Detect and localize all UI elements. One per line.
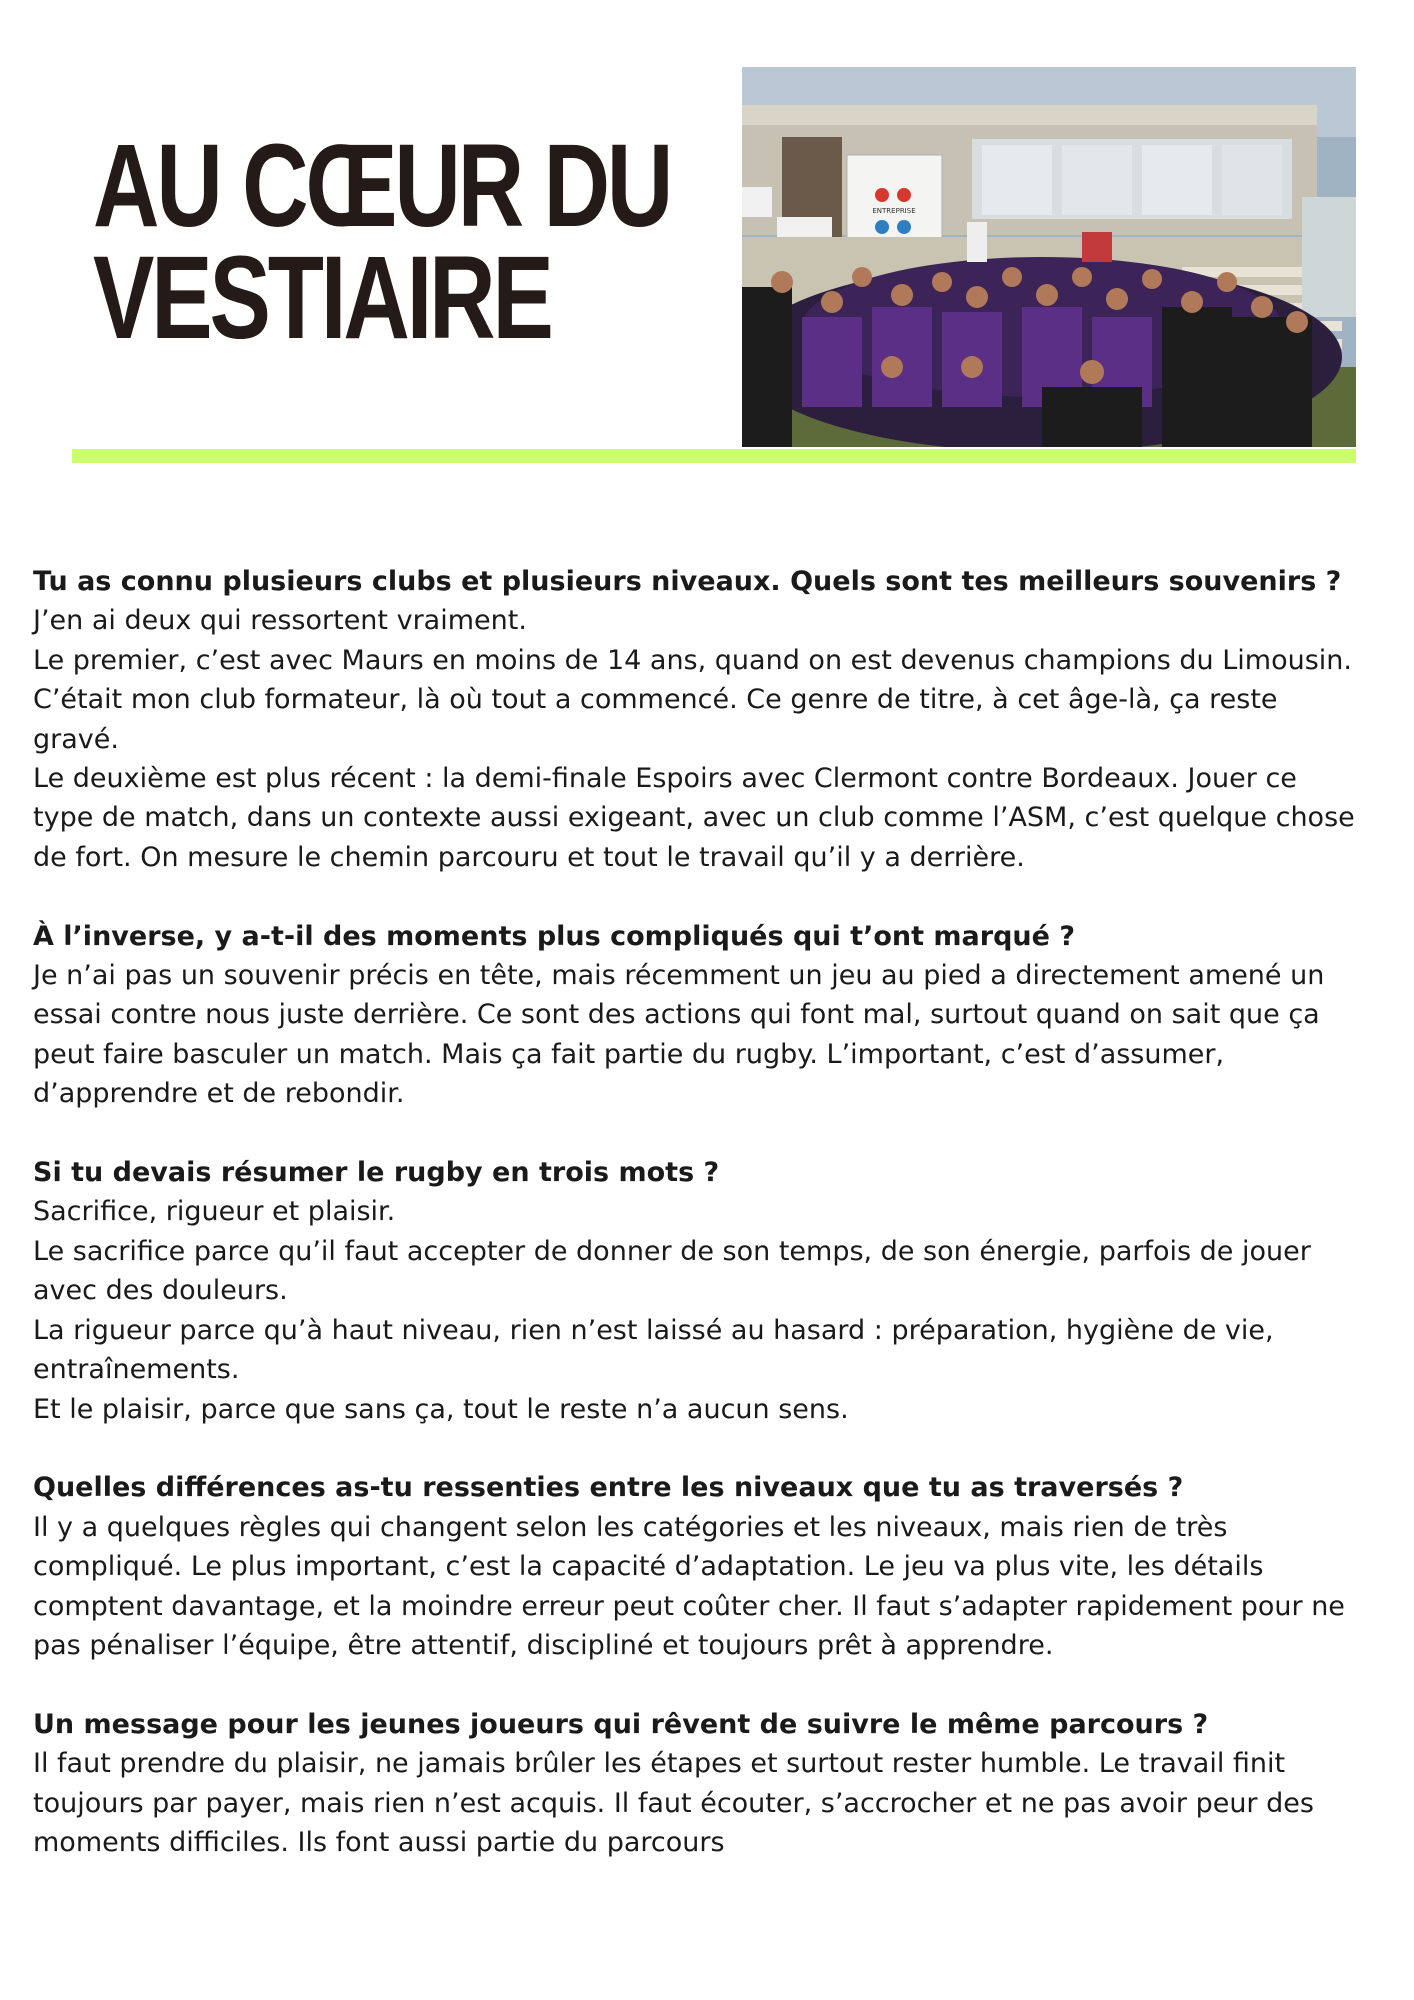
- team-photo-illustration: [742, 67, 1356, 447]
- qa-item: [33, 1153, 1363, 1429]
- photo-banner-text: ENTREPRISE: [872, 207, 916, 215]
- interview-answer: [33, 601, 1363, 877]
- answer-paragraph: Le deuxième est plus récent : la demi-finale Espoirs avec Clermont contre Bordeaux. Jouer ce type de match, dans un contexte aussi exigeant, avec un club comme l’ASM, c’est quelque chose de fort. On mesure le chemin parcouru et tout le travail qu’il y a derrière.: [33, 763, 1355, 873]
- page-title-line-1: AU CŒUR DU: [93, 120, 671, 252]
- answer-paragraph: J’en ai deux qui ressortent vraiment.: [33, 605, 527, 637]
- interview-answer: [33, 1508, 1363, 1666]
- qa-item: [33, 1705, 1363, 1863]
- answer-paragraph: Il faut prendre du plaisir, ne jamais brûler les étapes et surtout rester humble. Le travail finit toujours par payer, mais rien n’est acquis. Il faut écouter, s’accrocher et ne pas avoir peur des moments difficiles. Ils font aussi partie du parcours: [33, 1748, 1314, 1858]
- qa-item: [33, 917, 1363, 1114]
- interview-question: Quelles différences as-tu ressenties entre les niveaux que tu as traversés ?: [33, 1472, 1184, 1504]
- page-title: [93, 120, 671, 364]
- interview-question: À l’inverse, y a-t-il des moments plus compliqués qui t’ont marqué ?: [33, 920, 1076, 952]
- accent-bar: [72, 449, 1356, 463]
- interview-question: Si tu devais résumer le rugby en trois mots ?: [33, 1157, 720, 1189]
- answer-paragraph: Sacrifice, rigueur et plaisir.: [33, 1196, 396, 1228]
- interview-question: Un message pour les jeunes joueurs qui rêvent de suivre le même parcours ?: [33, 1708, 1209, 1740]
- interview-answer: [33, 1744, 1363, 1862]
- qa-item: [33, 1468, 1363, 1665]
- interview-answer: [33, 956, 1363, 1114]
- interview-question: Tu as connu plusieurs clubs et plusieurs niveaux. Quels sont tes meilleurs souvenirs ?: [33, 566, 1342, 597]
- page-title-line-2: VESTIAIRE: [93, 232, 551, 364]
- answer-paragraph: La rigueur parce qu’à haut niveau, rien n’est laissé au hasard : préparation, hygiène de vie, entraînements.: [33, 1314, 1274, 1386]
- interview-answer: [33, 1192, 1363, 1428]
- interview-body: [33, 562, 1363, 1902]
- answer-paragraph: Je n’ai pas un souvenir précis en tête, mais récemment un jeu au pied a directement amené un essai contre nous juste derrière. Ce sont des actions qui font mal, surtout quand on sait que ça peut faire basculer un match. Mais ça fait partie du rugby. L’important, c’est d’assumer, d’apprendre et de rebondir.: [33, 960, 1325, 1110]
- team-photo: [742, 67, 1356, 447]
- answer-paragraph: Le premier, c’est avec Maurs en moins de 14 ans, quand on est devenus champions du Limousin. C’était mon club formateur, là où tout a commencé. Ce genre de titre, à cet âge-là, ça reste gravé.: [33, 644, 1352, 755]
- qa-item: [33, 562, 1363, 877]
- answer-paragraph: Il y a quelques règles qui changent selon les catégories et les niveaux, mais rien de très compliqué. Le plus important, c’est la capacité d’adaptation. Le jeu va plus vite, les détails comptent davantage, et la moindre erreur peut coûter cher. Il faut s’adapter rapidement pour ne pas pénaliser l’équipe, être attentif, discipliné et toujours prêt à apprendre.: [33, 1511, 1345, 1661]
- answer-paragraph: Et le plaisir, parce que sans ça, tout le reste n’a aucun sens.: [33, 1393, 849, 1425]
- answer-paragraph: Le sacrifice parce qu’il faut accepter de donner de son temps, de son énergie, parfois de jouer avec des douleurs.: [33, 1235, 1311, 1307]
